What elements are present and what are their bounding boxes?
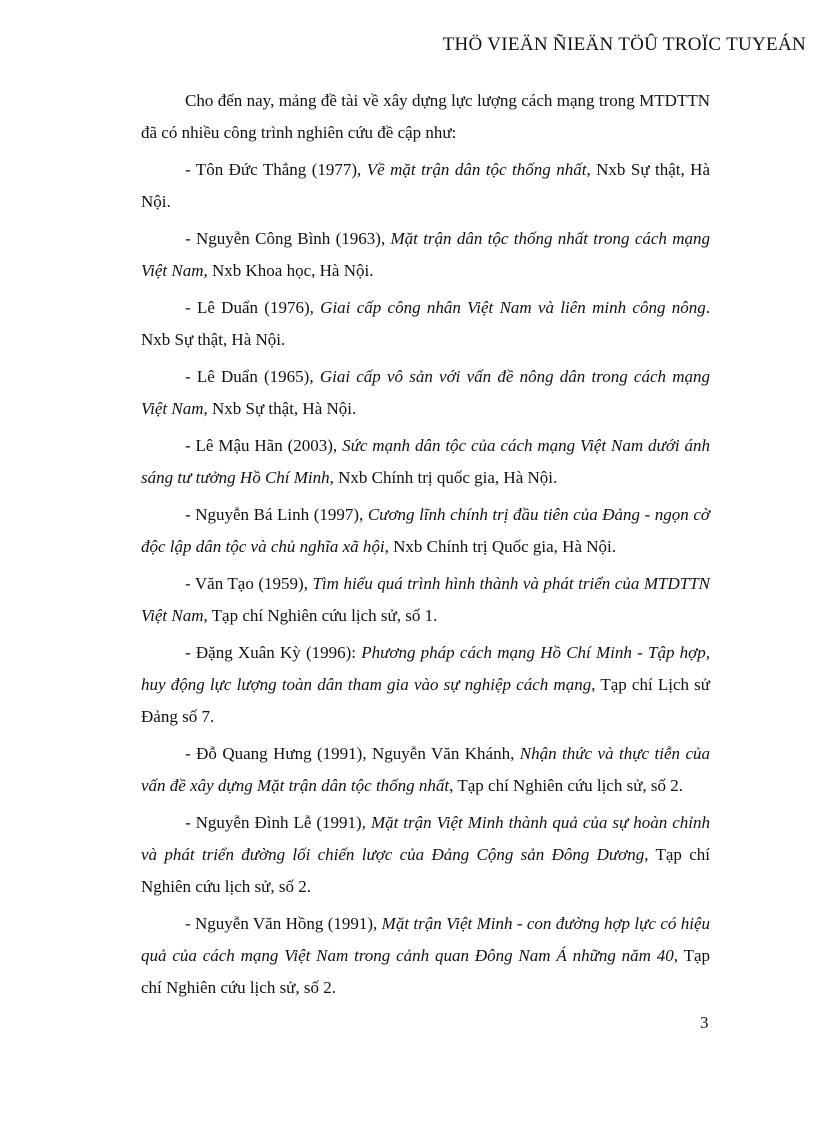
reference-author: - Văn Tạo (1959), bbox=[185, 574, 313, 593]
reference-author: - Nguyễn Công Bình (1963), bbox=[185, 229, 391, 248]
reference-publisher: Nxb Khoa học, Hà Nội. bbox=[207, 261, 374, 280]
reference-author: - Lê Duẩn (1965), bbox=[185, 367, 320, 386]
reference-publisher: , Tạp chí Nghiên cứu lịch sử, số 2. bbox=[449, 776, 684, 795]
reference-publisher: , Tạp chí Nghiên cứu lịch sử, số 2. bbox=[141, 946, 710, 997]
reference-publisher: , Nxb Chính trị Quốc gia, Hà Nội. bbox=[384, 537, 616, 556]
reference-item bbox=[141, 738, 710, 802]
reference-item bbox=[141, 568, 710, 632]
reference-author: - Nguyễn Bá Linh (1997), bbox=[185, 505, 368, 524]
reference-item bbox=[141, 361, 710, 425]
reference-title: Phương pháp cách mạng Hồ Chí Minh - Tập hợp, huy động lực lượng toàn dân tham gia vào sự nghiệp cách mạng bbox=[141, 643, 710, 694]
page-number: 3 bbox=[700, 1013, 709, 1032]
reference-title: Về mặt trận dân tộc thống nhất bbox=[366, 160, 587, 179]
reference-item bbox=[141, 154, 710, 218]
reference-author: - Lê Duẩn (1976), bbox=[185, 298, 321, 317]
reference-title: Giai cấp vô sản với vấn đề nông dân trong cách mạng Việt Nam bbox=[141, 367, 710, 418]
reference-publisher: . Nxb Sự thật, Hà Nội. bbox=[141, 298, 710, 349]
reference-author: - Tôn Đức Thắng (1977), bbox=[185, 160, 367, 179]
reference-author: - Nguyễn Đình Lễ (1991), bbox=[185, 813, 371, 832]
reference-item bbox=[141, 637, 710, 733]
reference-title: Sức mạnh dân tộc của cách mạng Việt Nam dưới ánh sáng tư tưởng Hồ Chí Minh bbox=[141, 436, 710, 487]
document-body bbox=[141, 85, 710, 1009]
reference-publisher: , Nxb Sự thật, Hà Nội. bbox=[203, 399, 357, 418]
reference-title: Mặt trận Việt Minh - con đường hợp lực có hiệu quả của cách mạng Việt Nam trong cảnh quan Đông Nam Á những năm 40 bbox=[141, 914, 710, 965]
reference-title: Nhận thức và thực tiễn của vấn đề xây dựng Mặt trận dân tộc thống nhất bbox=[141, 744, 710, 795]
intro-paragraph: Cho đến nay, mảng đề tài về xây dựng lực lượng cách mạng trong MTDTTN đã có nhiều công trình nghiên cứu đề cập như: bbox=[141, 91, 710, 142]
reference-publisher: , Tạp chí Nghiên cứu lịch sử, số 2. bbox=[141, 845, 710, 896]
reference-author: - Đỗ Quang Hưng (1991), Nguyễn Văn Khánh, bbox=[185, 744, 520, 763]
page-header: THÖ VIEÄN ÑIEÄN TÖÛ TROÏC TUYEÁN bbox=[442, 34, 806, 55]
reference-publisher: , Tạp chí Nghiên cứu lịch sử, số 1. bbox=[203, 606, 438, 625]
reference-item bbox=[141, 223, 710, 287]
reference-author: - Lê Mậu Hãn (2003), bbox=[185, 436, 343, 455]
reference-item bbox=[141, 807, 710, 903]
reference-author: - Nguyễn Văn Hồng (1991), bbox=[185, 914, 382, 933]
reference-item bbox=[141, 499, 710, 563]
reference-item bbox=[141, 430, 710, 494]
reference-publisher: , Tạp chí Lịch sử Đảng số 7. bbox=[141, 675, 711, 726]
reference-title: Mặt trận dân tộc thống nhất trong cách mạng Việt Nam, bbox=[141, 229, 711, 280]
reference-publisher: , Nxb Sự thật, Hà Nội. bbox=[141, 160, 711, 211]
reference-title: Giai cấp công nhân Việt Nam và liên minh công nông bbox=[320, 298, 706, 317]
reference-item bbox=[141, 908, 710, 1004]
reference-author: - Đặng Xuân Kỳ (1996): bbox=[185, 643, 362, 662]
reference-title: Mặt trận Việt Minh thành quả của sự hoàn chỉnh và phát triển đường lối chiến lược của Đảng Cộng sản Đông Dương bbox=[141, 813, 710, 864]
reference-publisher: , Nxb Chính trị quốc gia, Hà Nội. bbox=[329, 468, 558, 487]
reference-title: Tìm hiểu quá trình hình thành và phát triển của MTDTTN Việt Nam bbox=[141, 574, 710, 625]
reference-item bbox=[141, 292, 710, 356]
reference-title: Cương lĩnh chính trị đầu tiên của Đảng - ngọn cờ độc lập dân tộc và chủ nghĩa xã hội bbox=[141, 505, 710, 556]
